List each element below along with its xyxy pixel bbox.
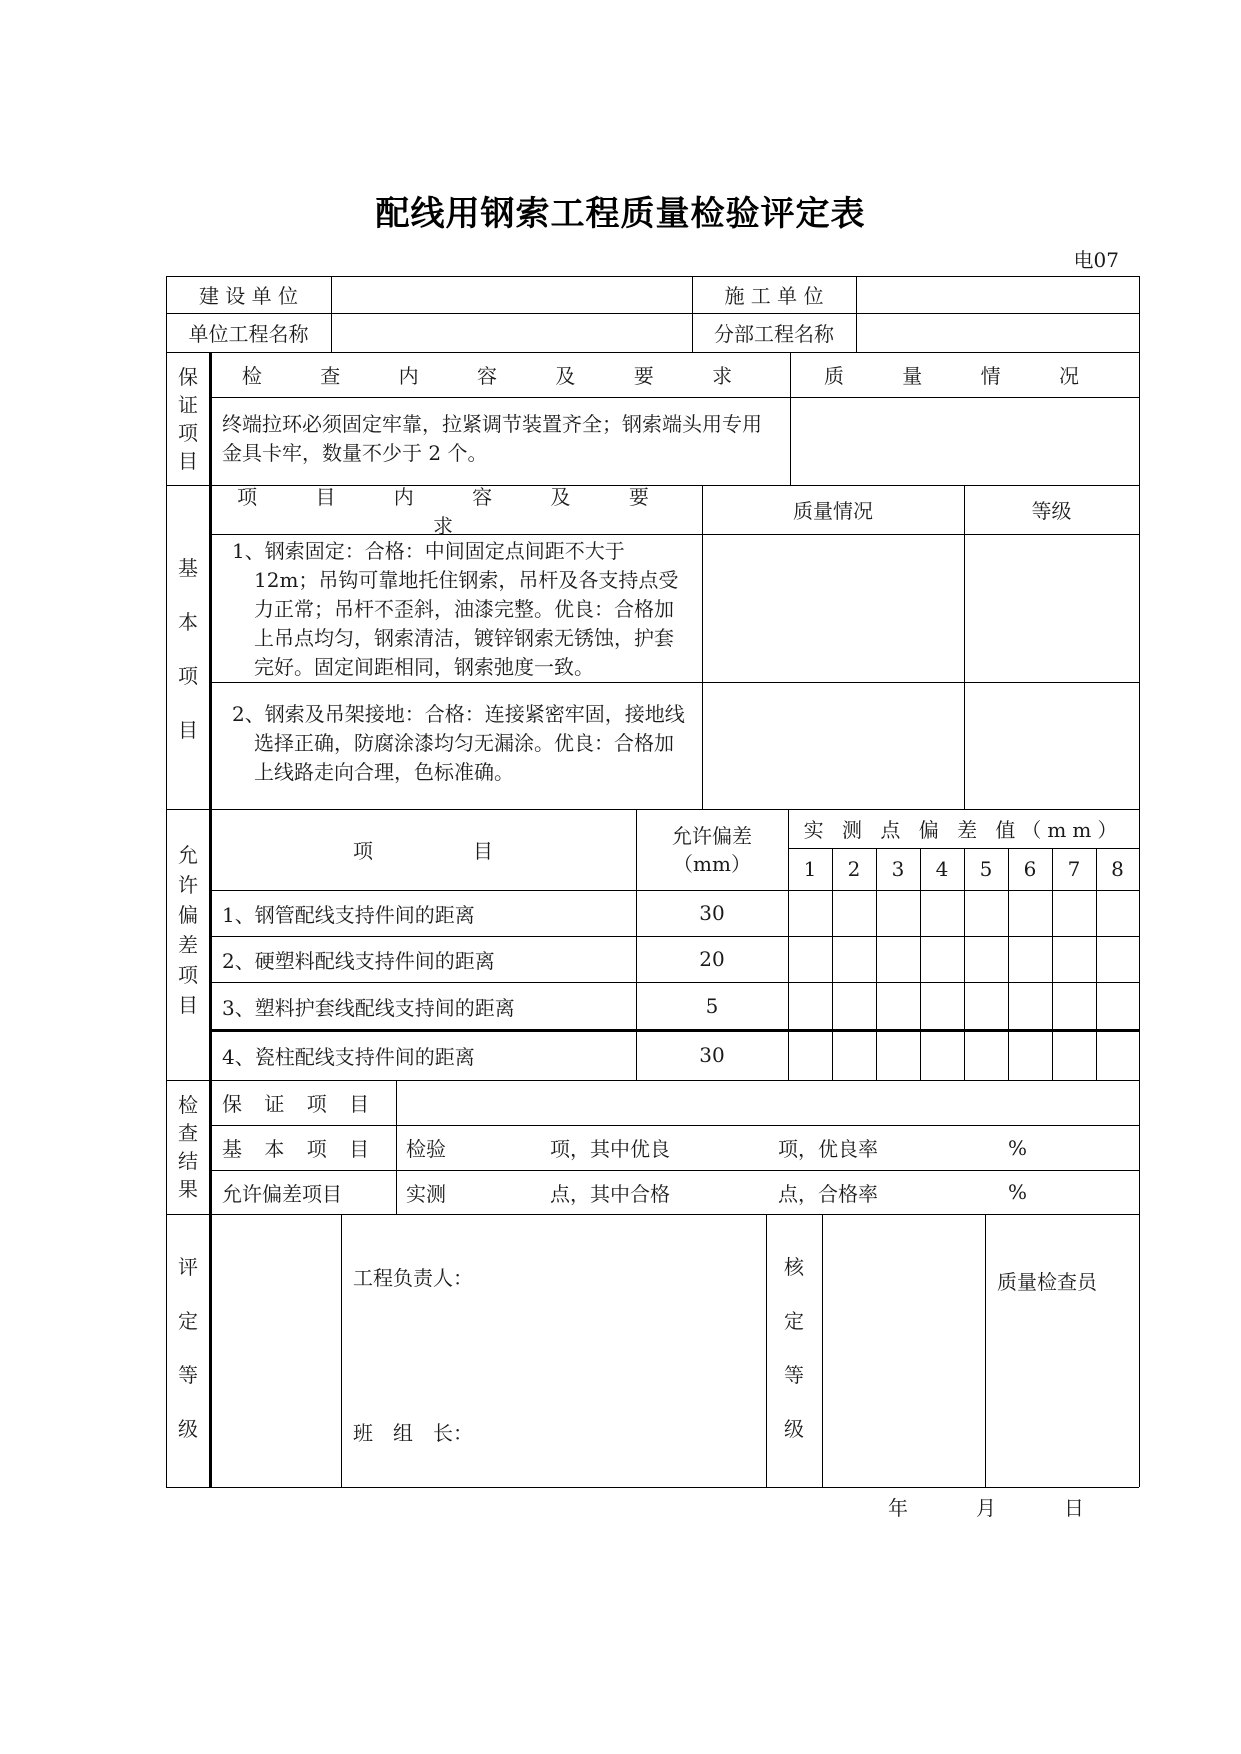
basic-quality-header: 质量情况 bbox=[793, 499, 873, 523]
tolerance-side-label bbox=[166, 840, 210, 1040]
guarantee-content-header: 检 查 内 容 及 要 求 bbox=[241, 364, 759, 388]
measured-value-cell[interactable] bbox=[920, 1030, 964, 1080]
date-year: 年 bbox=[888, 1496, 908, 1520]
side-char: 结 bbox=[178, 1149, 198, 1173]
measured-value-cell[interactable] bbox=[1008, 890, 1052, 936]
inspector-label: 质量检查员 bbox=[997, 1270, 1097, 1294]
result-guarantee-label: 保 证 项 目 bbox=[222, 1092, 378, 1116]
side-char: 证 bbox=[178, 392, 198, 417]
side-char: 本 bbox=[178, 610, 198, 634]
side-char: 目 bbox=[178, 993, 198, 1017]
tolerance-item-header: 项 目 bbox=[353, 839, 493, 863]
measured-value-cell[interactable] bbox=[832, 1030, 876, 1080]
point-header: 2 bbox=[847, 857, 861, 881]
team-lead-label: 班 组 长： bbox=[353, 1421, 473, 1445]
side-char: 目 bbox=[178, 718, 198, 742]
tolerance-value: 30 bbox=[699, 901, 725, 925]
basic-side-label bbox=[166, 534, 210, 764]
measured-value-cell[interactable] bbox=[1008, 982, 1052, 1030]
verify-grade-field[interactable] bbox=[822, 1214, 985, 1487]
side-char: 定 bbox=[178, 1309, 198, 1333]
tolerance-measured-label: 实测 bbox=[406, 1181, 446, 1206]
guarantee-content: 终端拉环必须固定牢靠，拉紧调节装置齐全；钢索端头用专用金具卡牢，数量不少于 2 个。 bbox=[222, 412, 762, 465]
result-guarantee-field[interactable] bbox=[396, 1080, 1139, 1125]
point-header: 3 bbox=[891, 857, 905, 881]
point-header: 6 bbox=[1023, 857, 1037, 881]
measured-value-cell[interactable] bbox=[788, 982, 832, 1030]
tolerance-value: 30 bbox=[699, 1043, 725, 1067]
point-header: 5 bbox=[979, 857, 993, 881]
side-char: 允 bbox=[178, 843, 198, 867]
measured-value-cell[interactable] bbox=[964, 936, 1008, 982]
measured-value-cell[interactable] bbox=[1008, 936, 1052, 982]
basic-grade-header: 等级 bbox=[1031, 499, 1072, 523]
basic-content-header: 项 目 内 容 及 要 求 bbox=[237, 484, 675, 538]
measured-header: 实 测 点 偏 差 值（mm） bbox=[803, 818, 1124, 842]
side-char: 检 bbox=[178, 1093, 198, 1117]
evaluation-grade-field[interactable] bbox=[210, 1214, 341, 1487]
sub-project-label: 分部工程名称 bbox=[714, 322, 834, 346]
basic-rate-label: 项，优良率 bbox=[778, 1137, 878, 1161]
evaluation-side-label bbox=[166, 1240, 210, 1460]
verify-grade-label bbox=[766, 1240, 822, 1460]
tolerance-percent-sign: % bbox=[1008, 1180, 1028, 1204]
tolerance-item: 4、瓷柱配线支持件间的距离 bbox=[222, 1044, 475, 1069]
measured-value-cell[interactable] bbox=[876, 1030, 920, 1080]
result-tolerance-label: 允许偏差项目 bbox=[222, 1181, 342, 1206]
basic-item-2-text: 2、钢索及吊架接地：合格：连接紧密牢固，接地线选择正确，防腐涂漆均匀无漏涂。优良：合格加上线路走向合理，色标准确。 bbox=[232, 702, 685, 784]
measured-value-cell[interactable] bbox=[964, 1030, 1008, 1080]
measured-value-cell[interactable] bbox=[1096, 1030, 1139, 1080]
basic-item-1-quality[interactable] bbox=[702, 534, 964, 682]
date-month: 月 bbox=[976, 1496, 996, 1520]
measured-value-cell[interactable] bbox=[832, 890, 876, 936]
tolerance-item: 1、钢管配线支持件间的距离 bbox=[222, 902, 475, 927]
result-basic-label: 基 本 项 目 bbox=[222, 1137, 378, 1161]
date-day: 日 bbox=[1064, 1496, 1084, 1520]
sub-project-field[interactable] bbox=[856, 313, 1139, 352]
measured-value-cell[interactable] bbox=[1096, 890, 1139, 936]
side-char: 核 bbox=[784, 1255, 804, 1279]
construction-unit-field[interactable] bbox=[331, 276, 692, 313]
tolerance-passed-label: 点，其中合格 bbox=[550, 1181, 670, 1206]
measured-value-cell[interactable] bbox=[832, 982, 876, 1030]
measured-value-cell[interactable] bbox=[788, 936, 832, 982]
construction-unit-label: 建 设 单 位 bbox=[198, 284, 299, 308]
point-header: 1 bbox=[803, 857, 817, 881]
guarantee-quality-header: 质 量 情 况 bbox=[823, 364, 1106, 388]
side-char: 偏 bbox=[178, 903, 198, 927]
tolerance-header-unit: （mm） bbox=[673, 851, 751, 876]
side-char: 评 bbox=[178, 1255, 198, 1279]
measured-value-cell[interactable] bbox=[1052, 936, 1096, 982]
basic-percent-sign: % bbox=[1008, 1135, 1028, 1160]
side-char: 等 bbox=[178, 1363, 198, 1387]
side-char: 保 bbox=[178, 364, 198, 389]
project-lead-label: 工程负责人： bbox=[353, 1266, 473, 1290]
measured-value-cell[interactable] bbox=[964, 890, 1008, 936]
measured-value-cell[interactable] bbox=[1096, 982, 1139, 1030]
contractor-label: 施 工 单 位 bbox=[724, 284, 824, 308]
result-side-label bbox=[166, 1080, 210, 1214]
measured-value-cell[interactable] bbox=[964, 982, 1008, 1030]
side-char: 许 bbox=[178, 873, 198, 897]
basic-item-2-quality[interactable] bbox=[702, 682, 964, 809]
basic-inspected-label: 检验 bbox=[406, 1137, 446, 1161]
measured-value-cell[interactable] bbox=[920, 890, 964, 936]
point-header: 8 bbox=[1111, 857, 1124, 881]
measured-value-cell[interactable] bbox=[920, 982, 964, 1030]
point-header: 4 bbox=[935, 857, 949, 881]
measured-value-cell[interactable] bbox=[788, 1030, 832, 1080]
guarantee-side-label bbox=[166, 352, 210, 485]
form-title: 配线用钢索工程质量检验评定表 bbox=[375, 194, 866, 234]
form-code: 电07 bbox=[1073, 248, 1119, 272]
measured-value-cell[interactable] bbox=[1008, 1030, 1052, 1080]
side-char: 基 bbox=[178, 556, 198, 580]
unit-project-label: 单位工程名称 bbox=[188, 322, 309, 346]
measured-value-cell[interactable] bbox=[832, 936, 876, 982]
tolerance-item: 3、塑料护套线配线支持间的距离 bbox=[222, 995, 515, 1020]
measured-value-cell[interactable] bbox=[1096, 936, 1139, 982]
side-char: 等 bbox=[784, 1363, 804, 1387]
tolerance-value-header bbox=[636, 809, 788, 890]
measured-value-cell[interactable] bbox=[1052, 1030, 1096, 1080]
contractor-field[interactable] bbox=[856, 276, 1139, 313]
side-char: 定 bbox=[784, 1309, 804, 1333]
measured-value-cell[interactable] bbox=[876, 890, 920, 936]
measured-value-cell[interactable] bbox=[1052, 982, 1096, 1030]
basic-item-2-grade[interactable] bbox=[964, 682, 1139, 809]
unit-project-field[interactable] bbox=[331, 313, 692, 352]
side-char: 果 bbox=[178, 1177, 198, 1201]
side-char: 项 bbox=[178, 664, 198, 688]
measured-value-cell[interactable] bbox=[1052, 890, 1096, 936]
tolerance-value: 20 bbox=[699, 947, 725, 971]
side-char: 项 bbox=[178, 963, 198, 987]
guarantee-quality-field[interactable] bbox=[790, 397, 1139, 485]
tolerance-rate-label: 点，合格率 bbox=[778, 1181, 878, 1206]
side-char: 差 bbox=[178, 933, 198, 957]
side-char: 目 bbox=[178, 448, 198, 473]
point-header: 7 bbox=[1067, 857, 1081, 881]
side-char: 级 bbox=[178, 1417, 198, 1441]
measured-value-cell[interactable] bbox=[876, 936, 920, 982]
tolerance-value: 5 bbox=[705, 994, 719, 1018]
measured-value-cell[interactable] bbox=[920, 936, 964, 982]
basic-item-1-text: 1、钢索固定：合格：中间固定点间距不大于 12m；吊钩可靠地托住钢索，吊杆及各支持点受力正常；吊杆不歪斜，油漆完整。优良：合格加上吊点均匀，钢索清洁，镀锌钢索无锈蚀，护套完好。固定间距相同，钢索弛度一致。 bbox=[232, 539, 679, 679]
side-char: 查 bbox=[178, 1121, 198, 1145]
basic-item-1-grade[interactable] bbox=[964, 534, 1139, 682]
basic-excellent-label: 项，其中优良 bbox=[550, 1137, 670, 1161]
measured-value-cell[interactable] bbox=[788, 890, 832, 936]
measured-value-cell[interactable] bbox=[876, 982, 920, 1030]
side-char: 级 bbox=[784, 1417, 804, 1441]
tolerance-item: 2、硬塑料配线支持件间的距离 bbox=[222, 948, 495, 973]
tolerance-header-line: 允许偏差 bbox=[672, 823, 752, 848]
side-char: 项 bbox=[178, 420, 198, 445]
